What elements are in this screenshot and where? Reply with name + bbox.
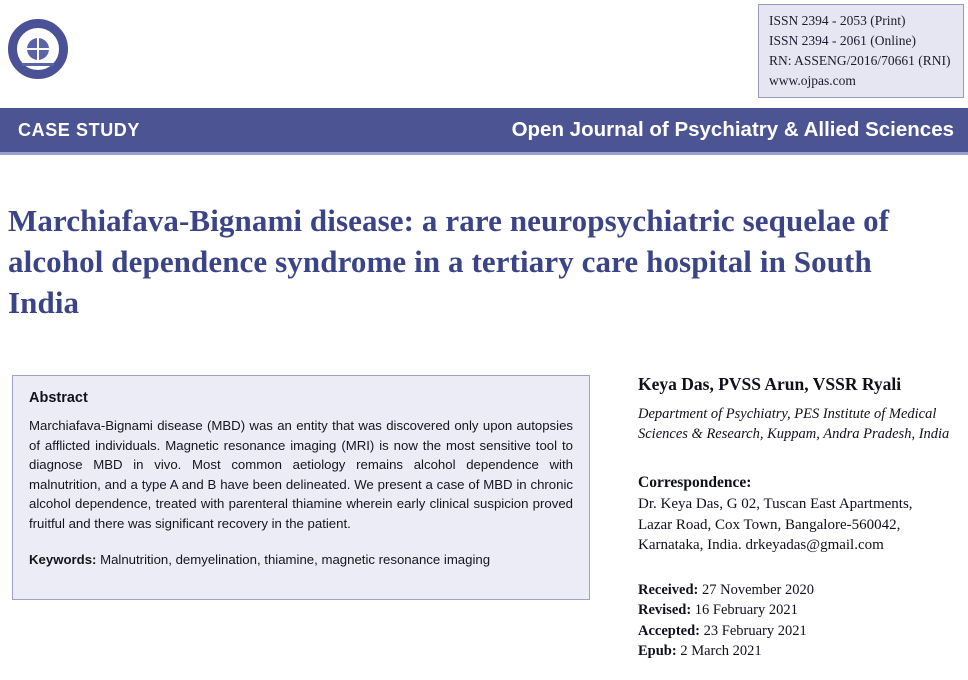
correspondence-line-1: Dr. Keya Das, G 02, Tuscan East Apartments, xyxy=(638,496,913,512)
epub-label: Epub: xyxy=(638,643,677,659)
author-info-column xyxy=(638,372,958,662)
abstract-heading: Abstract xyxy=(29,390,88,406)
rni-registration: RN: ASSENG/2016/70661 (RNI) xyxy=(769,53,951,68)
journal-title: Open Journal of Psychiatry & Allied Sciences xyxy=(511,118,954,141)
issn-print: ISSN 2394 - 2053 (Print) xyxy=(769,13,906,28)
correspondence-address xyxy=(638,494,958,556)
accepted-value: 23 February 2021 xyxy=(703,622,807,639)
logo-inner-circle xyxy=(16,27,60,71)
keywords-value: Malnutrition, demyelination, thiamine, magnetic resonance imaging xyxy=(100,551,491,567)
accepted-date xyxy=(638,621,958,642)
header-banner xyxy=(0,108,968,152)
keywords-line xyxy=(29,550,573,569)
correspondence-line-2: Lazar Road, Cox Town, Bangalore-560042, xyxy=(638,516,901,533)
abstract-text: Marchiafava-Bignami disease (MBD) was an entity that was discovered only upon autopsies of afflicted individuals. Magnetic resonance imaging (MRI) is now the most sensitive tool to diagnose MBD in vivo. Most common aetiology remains alcohol dependence with malnutrition, and a type A and B have been delineated. We present a case of MBD in chronic alcohol dependence, treated with parenteral thiamine wherein early clinical suspicion proved fruitful and there was significant recovery in the patient. xyxy=(29,418,573,531)
publication-dates xyxy=(638,580,958,662)
logo-bar-decoration xyxy=(22,63,54,66)
author-affiliation: Department of Psychiatry, PES Institute of Medical Sciences & Research, Kuppam, Andra Pradesh, India xyxy=(638,406,950,442)
abstract-box xyxy=(12,375,590,600)
epub-value: 2 March 2021 xyxy=(680,643,762,659)
revised-label: Revised: xyxy=(638,602,692,618)
keywords-label: Keywords: xyxy=(29,551,97,567)
issn-online: ISSN 2394 - 2061 (Online) xyxy=(769,33,916,48)
revised-value: 16 February 2021 xyxy=(694,602,798,618)
accepted-label: Accepted: xyxy=(638,622,701,639)
journal-website-url: www.ojpas.com xyxy=(769,73,856,88)
issn-info-box xyxy=(758,4,964,98)
author-names: Keya Das, PVSS Arun, VSSR Ryali xyxy=(638,374,902,394)
globe-icon xyxy=(27,38,49,60)
correspondence-heading: Correspondence: xyxy=(638,474,752,491)
received-label: Received: xyxy=(638,581,699,598)
page-title: Marchiafava-Bignami disease: a rare neuropsychiatric sequelae of alcohol dependence syndrome in a tertiary care hospital in South India xyxy=(8,203,890,320)
epub-date xyxy=(638,641,958,662)
received-value: 27 November 2020 xyxy=(702,581,814,598)
article-type-label: CASE STUDY xyxy=(18,119,141,140)
journal-logo xyxy=(8,19,68,79)
received-date xyxy=(638,580,958,601)
banner-underline xyxy=(0,152,968,155)
revised-date xyxy=(638,600,958,621)
correspondence-line-3: Karnataka, India. drkeyadas@gmail.com xyxy=(638,537,884,553)
